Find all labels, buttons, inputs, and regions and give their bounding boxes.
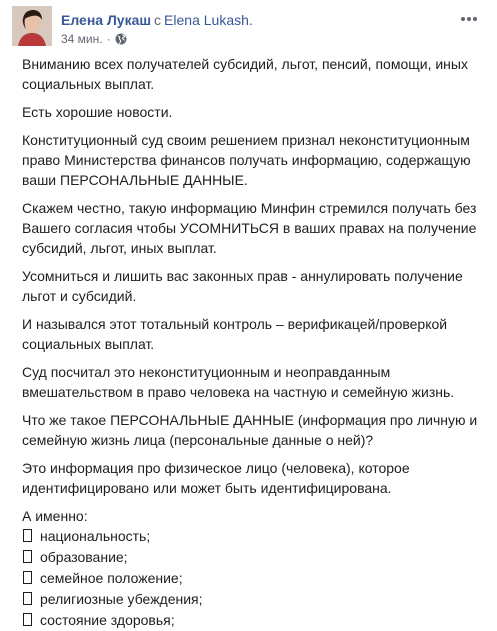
- square-bullet-icon: [23, 571, 32, 584]
- meta-dot: ·: [106, 32, 111, 46]
- list-item-text: национальность;: [40, 528, 151, 544]
- list-item-text: состояние здоровья;: [40, 612, 175, 628]
- square-bullet-icon: [23, 529, 32, 542]
- list-item: [22, 526, 484, 547]
- characteristics-list: [22, 526, 484, 631]
- post-body: [22, 54, 484, 631]
- post-paragraph: Есть хорошие новости.: [22, 104, 173, 120]
- author-line: [61, 11, 253, 29]
- post-paragraph: И назывался этот тотальный контроль – верификацей/проверкой социальных выплат.: [22, 316, 448, 352]
- with-separator: с: [154, 12, 162, 28]
- post-paragraph: Вниманию всех получателей субсидий, льгот, пенсий, помощи, иных социальных выплат.: [22, 56, 468, 92]
- post-paragraph: Усомниться и лишить вас законных прав - аннулировать получение льгот и субсидий.: [22, 268, 463, 304]
- post-paragraph: Что же такое ПЕРСОНАЛЬНЫЕ ДАННЫЕ (информация про личную и семейную жизнь лица (персональные данные о ней)?: [22, 412, 478, 448]
- list-item-text: религиозные убеждения;: [40, 591, 203, 607]
- square-bullet-icon: [23, 613, 32, 626]
- globe-icon[interactable]: [115, 33, 127, 49]
- list-item: [22, 547, 484, 568]
- list-item: [22, 610, 484, 631]
- post-header: [12, 6, 484, 48]
- post-paragraph: Это информация про физическое лицо (человека), которое идентифицировано или может быть идентифицирована.: [22, 460, 410, 496]
- list-item: [22, 568, 484, 589]
- post-paragraph: Конституционный суд своим решением признал неконституционным право Министерства финансов получать информацию, содержащую ваши ПЕРСОНАЛЬНЫЕ ДАННЫЕ.: [22, 132, 471, 188]
- post-timestamp[interactable]: 34 мин.: [61, 32, 103, 46]
- tagged-name-link[interactable]: Elena Lukash.: [164, 12, 253, 28]
- list-item: [22, 589, 484, 610]
- list-item-text: семейное положение;: [40, 570, 183, 586]
- square-bullet-icon: [23, 550, 32, 563]
- square-bullet-icon: [23, 592, 32, 605]
- post-meta: [61, 31, 127, 49]
- post-paragraph: Скажем честно, такую информацию Минфин стремился получать без Вашего согласия чтобы УСОМНИТЬСЯ в ваших правах на получение субсидий, льгот, иных выплат.: [22, 200, 477, 256]
- list-item-text: образование;: [40, 549, 128, 565]
- list-intro: А именно:: [22, 508, 88, 524]
- post-paragraph: Суд посчитал это неконституционным и неоправданным вмешательством в право человека на частную и семейную жизнь.: [22, 364, 455, 400]
- author-avatar[interactable]: [12, 6, 52, 46]
- more-horizontal-icon: [458, 12, 480, 26]
- avatar-image: [12, 6, 52, 46]
- more-options-button[interactable]: [458, 12, 480, 26]
- author-name-link[interactable]: Елена Лукаш: [61, 12, 152, 28]
